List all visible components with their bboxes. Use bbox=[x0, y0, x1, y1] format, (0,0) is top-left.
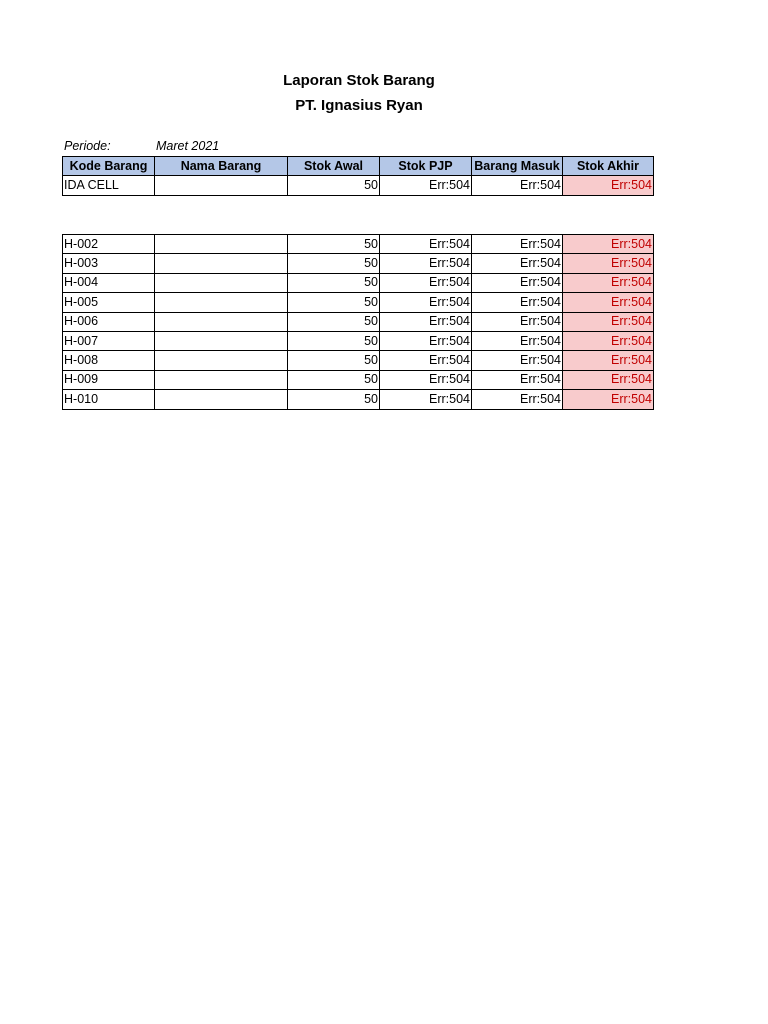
cell-stok-akhir[interactable]: Err:504 bbox=[563, 176, 654, 195]
cell-stok-awal[interactable]: 50 bbox=[288, 390, 380, 409]
cell-nama-barang[interactable] bbox=[155, 273, 288, 292]
header-kode-barang: Kode Barang bbox=[63, 157, 155, 176]
cell-stok-pjp[interactable]: Err:504 bbox=[380, 312, 472, 331]
cell-stok-akhir[interactable]: Err:504 bbox=[563, 351, 654, 370]
cell-barang-masuk[interactable]: Err:504 bbox=[472, 273, 563, 292]
periode-label: Periode: bbox=[64, 139, 111, 153]
cell-kode-barang[interactable]: H-002 bbox=[63, 235, 155, 254]
cell-kode-barang[interactable]: IDA CELL bbox=[63, 176, 155, 195]
company-name: PT. Ignasius Ryan bbox=[295, 97, 423, 114]
cell-stok-pjp[interactable]: Err:504 bbox=[380, 390, 472, 409]
cell-nama-barang[interactable] bbox=[155, 370, 288, 389]
stock-table-body bbox=[62, 234, 654, 410]
header-nama-barang: Nama Barang bbox=[155, 157, 288, 176]
cell-kode-barang[interactable]: H-009 bbox=[63, 370, 155, 389]
cell-stok-awal[interactable]: 50 bbox=[288, 235, 380, 254]
cell-nama-barang[interactable] bbox=[155, 176, 288, 195]
cell-barang-masuk[interactable]: Err:504 bbox=[472, 351, 563, 370]
cell-stok-akhir[interactable]: Err:504 bbox=[563, 254, 654, 273]
cell-nama-barang[interactable] bbox=[155, 293, 288, 312]
cell-barang-masuk[interactable]: Err:504 bbox=[472, 312, 563, 331]
table-row bbox=[63, 390, 654, 409]
cell-stok-pjp[interactable]: Err:504 bbox=[380, 351, 472, 370]
cell-nama-barang[interactable] bbox=[155, 390, 288, 409]
cell-barang-masuk[interactable]: Err:504 bbox=[472, 293, 563, 312]
cell-stok-pjp[interactable]: Err:504 bbox=[380, 273, 472, 292]
table-row bbox=[63, 254, 654, 273]
header-stok-akhir: Stok Akhir bbox=[563, 157, 654, 176]
cell-stok-pjp[interactable]: Err:504 bbox=[380, 254, 472, 273]
table-row bbox=[63, 273, 654, 292]
header-row bbox=[63, 157, 654, 176]
cell-stok-akhir[interactable]: Err:504 bbox=[563, 273, 654, 292]
cell-stok-awal[interactable]: 50 bbox=[288, 254, 380, 273]
cell-kode-barang[interactable]: H-005 bbox=[63, 293, 155, 312]
cell-stok-akhir[interactable]: Err:504 bbox=[563, 390, 654, 409]
cell-barang-masuk[interactable]: Err:504 bbox=[472, 176, 563, 195]
header-stok-pjp: Stok PJP bbox=[380, 157, 472, 176]
table-row bbox=[63, 312, 654, 331]
header-barang-masuk: Barang Masuk bbox=[472, 157, 563, 176]
cell-stok-awal[interactable]: 50 bbox=[288, 293, 380, 312]
periode-value: Maret 2021 bbox=[156, 139, 220, 153]
cell-stok-pjp[interactable]: Err:504 bbox=[380, 235, 472, 254]
cell-stok-akhir[interactable]: Err:504 bbox=[563, 293, 654, 312]
cell-nama-barang[interactable] bbox=[155, 351, 288, 370]
cell-stok-awal[interactable]: 50 bbox=[288, 273, 380, 292]
report-title: Laporan Stok Barang bbox=[283, 72, 435, 89]
cell-barang-masuk[interactable]: Err:504 bbox=[472, 331, 563, 350]
cell-barang-masuk[interactable]: Err:504 bbox=[472, 370, 563, 389]
cell-nama-barang[interactable] bbox=[155, 331, 288, 350]
table-row bbox=[63, 293, 654, 312]
cell-kode-barang[interactable]: H-010 bbox=[63, 390, 155, 409]
cell-stok-pjp[interactable]: Err:504 bbox=[380, 370, 472, 389]
table-row bbox=[63, 176, 654, 195]
table-row bbox=[63, 331, 654, 350]
cell-kode-barang[interactable]: H-004 bbox=[63, 273, 155, 292]
table-row bbox=[63, 235, 654, 254]
cell-kode-barang[interactable]: H-006 bbox=[63, 312, 155, 331]
cell-stok-akhir[interactable]: Err:504 bbox=[563, 312, 654, 331]
cell-stok-akhir[interactable]: Err:504 bbox=[563, 370, 654, 389]
header-stok-awal: Stok Awal bbox=[288, 157, 380, 176]
cell-stok-pjp[interactable]: Err:504 bbox=[380, 176, 472, 195]
cell-stok-akhir[interactable]: Err:504 bbox=[563, 331, 654, 350]
table-row bbox=[63, 370, 654, 389]
cell-barang-masuk[interactable]: Err:504 bbox=[472, 254, 563, 273]
cell-barang-masuk[interactable]: Err:504 bbox=[472, 390, 563, 409]
cell-kode-barang[interactable]: H-007 bbox=[63, 331, 155, 350]
cell-nama-barang[interactable] bbox=[155, 312, 288, 331]
cell-kode-barang[interactable]: H-003 bbox=[63, 254, 155, 273]
cell-stok-awal[interactable]: 50 bbox=[288, 331, 380, 350]
cell-kode-barang[interactable]: H-008 bbox=[63, 351, 155, 370]
cell-stok-awal[interactable]: 50 bbox=[288, 176, 380, 195]
cell-nama-barang[interactable] bbox=[155, 254, 288, 273]
table-row bbox=[63, 351, 654, 370]
cell-stok-akhir[interactable]: Err:504 bbox=[563, 235, 654, 254]
cell-stok-pjp[interactable]: Err:504 bbox=[380, 331, 472, 350]
stock-table-header bbox=[62, 156, 654, 196]
cell-stok-awal[interactable]: 50 bbox=[288, 370, 380, 389]
cell-stok-awal[interactable]: 50 bbox=[288, 351, 380, 370]
cell-stok-pjp[interactable]: Err:504 bbox=[380, 293, 472, 312]
cell-nama-barang[interactable] bbox=[155, 235, 288, 254]
cell-barang-masuk[interactable]: Err:504 bbox=[472, 235, 563, 254]
cell-stok-awal[interactable]: 50 bbox=[288, 312, 380, 331]
